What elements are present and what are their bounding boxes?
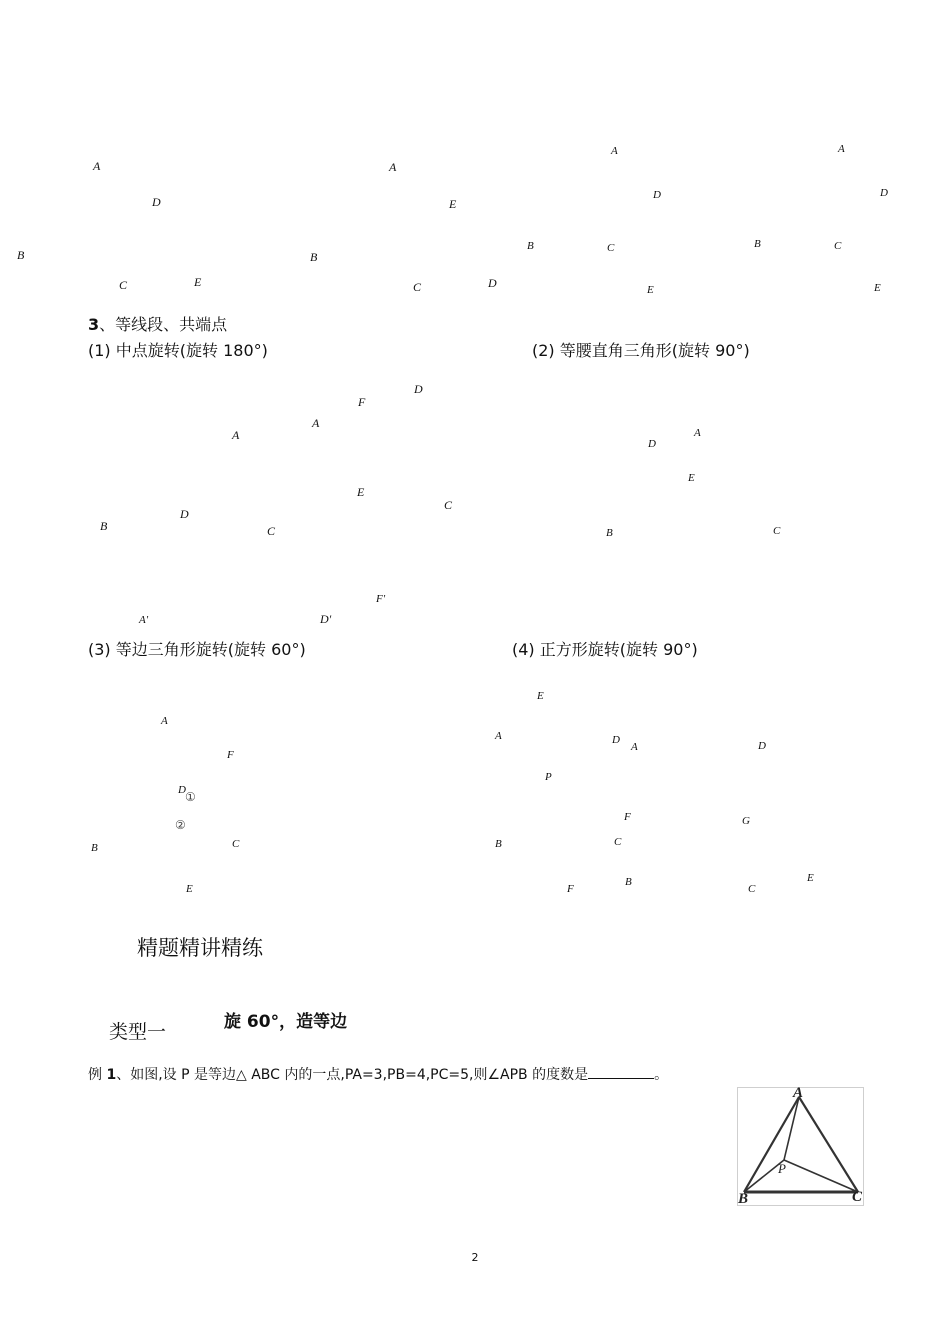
- fig4-label-a: A: [838, 143, 845, 155]
- fig-label-a: A: [793, 1085, 804, 1101]
- sub4-label-d2: D: [758, 740, 766, 752]
- fig3-label-e: E: [647, 284, 654, 296]
- side-ac: [799, 1097, 858, 1192]
- sub4-label-f1: F: [624, 811, 631, 823]
- sub4-label-p: P: [545, 771, 552, 783]
- fig3-label-a: A: [611, 145, 618, 157]
- type-label: 类型一: [109, 1021, 167, 1043]
- sub2-label-c: C: [773, 525, 781, 537]
- fig2-label-c: C: [413, 280, 422, 294]
- example-1-question: [88, 1066, 668, 1084]
- sub1-label-f: F: [358, 395, 366, 409]
- sub1-label-c-low: C: [267, 524, 276, 538]
- fig4-label-e: E: [874, 282, 881, 294]
- page-number: 2: [471, 1251, 479, 1264]
- sub3-angle-mark-2: ②: [175, 818, 186, 832]
- sub4-label-b2: B: [625, 876, 632, 888]
- sub1-label-c-right: C: [444, 498, 453, 512]
- sub3-label-d: D: [178, 784, 186, 796]
- fig1-label-d: D: [152, 195, 161, 209]
- sub2-label-e: E: [688, 472, 695, 484]
- section-3-number: 3: [88, 315, 100, 334]
- sub3-label-f: F: [227, 749, 234, 761]
- sub4-label-b1: B: [495, 838, 502, 850]
- section-3-title: 、等线段、共端点: [99, 315, 228, 334]
- example-1-suffix: 。: [654, 1067, 669, 1083]
- sub4-label-a2: A: [631, 741, 638, 753]
- subsection-1-title: (1) 中点旋转(旋转 180°): [88, 341, 268, 360]
- segment-pa: [784, 1097, 799, 1160]
- example-1-text: 、如图,设 P 是等边△ ABC 内的一点,PA=3,PB=4,PC=5,则∠APB 的度数是: [116, 1067, 589, 1083]
- sub1-label-a-prime: A': [139, 614, 149, 626]
- sub1-label-d-low: D: [180, 507, 189, 521]
- fig2-label-a: A: [389, 160, 397, 174]
- fig2-label-e: E: [449, 197, 457, 211]
- sub4-label-e-top: E: [537, 690, 544, 702]
- fig1-label-b: B: [17, 248, 25, 262]
- sub3-label-c: C: [232, 838, 240, 850]
- sub4-label-e2: E: [807, 872, 814, 884]
- sub1-label-e: E: [357, 485, 365, 499]
- fig2-label-b: B: [310, 250, 318, 264]
- sub1-label-f-prime: F': [376, 593, 386, 605]
- fig1-label-c: C: [119, 278, 128, 292]
- fig-label-c: C: [852, 1189, 863, 1205]
- subsection-4-title: (4) 正方形旋转(旋转 90°): [512, 640, 698, 659]
- sub4-label-c2: C: [748, 883, 756, 895]
- section-heading: 精题精讲精练: [137, 936, 263, 960]
- sub4-label-g: G: [742, 815, 750, 827]
- fig1-label-a: A: [93, 159, 101, 173]
- sub4-label-f2: F: [567, 883, 574, 895]
- fig-label-p: P: [778, 1161, 786, 1176]
- subsection-3-title: (3) 等边三角形旋转(旋转 60°): [88, 640, 306, 659]
- sub3-angle-mark-1: ①: [185, 790, 196, 804]
- fig-label-b: B: [738, 1191, 749, 1207]
- type-title: 旋 60°，造等边: [224, 1012, 348, 1032]
- fig1-label-e: E: [194, 275, 202, 289]
- example-1-figure: [737, 1087, 864, 1206]
- fig3-label-c: C: [607, 242, 615, 254]
- sub1-label-a-right: A: [312, 416, 320, 430]
- sub4-label-a1: A: [495, 730, 502, 742]
- sub3-label-a: A: [161, 715, 168, 727]
- subsection-2-title: (2) 等腰直角三角形(旋转 90°): [532, 341, 750, 360]
- sub1-label-d: D: [414, 382, 423, 396]
- sub2-label-d: D: [648, 438, 656, 450]
- side-ab: [744, 1097, 799, 1192]
- sub3-label-b: B: [91, 842, 98, 854]
- fig4-label-b: B: [754, 238, 761, 250]
- example-1-prefix: 例: [88, 1067, 107, 1083]
- fig4-label-c: C: [834, 240, 842, 252]
- sub3-label-e: E: [186, 883, 193, 895]
- answer-blank[interactable]: [588, 1066, 654, 1079]
- section-3-heading: [88, 315, 227, 335]
- sub1-label-a-left: A: [232, 428, 240, 442]
- fig2-label-d: D: [488, 276, 497, 290]
- sub1-label-d-prime: D': [320, 612, 332, 626]
- triangle-diagram: [738, 1085, 865, 1207]
- sub2-label-b: B: [606, 527, 613, 539]
- sub2-label-a: A: [694, 427, 701, 439]
- fig4-label-d: D: [880, 187, 888, 199]
- sub1-label-b: B: [100, 519, 108, 533]
- fig3-label-d: D: [653, 189, 661, 201]
- example-1-number: 1: [106, 1067, 117, 1083]
- fig3-label-b: B: [527, 240, 534, 252]
- sub4-label-c1: C: [614, 836, 622, 848]
- sub4-label-d1: D: [612, 734, 620, 746]
